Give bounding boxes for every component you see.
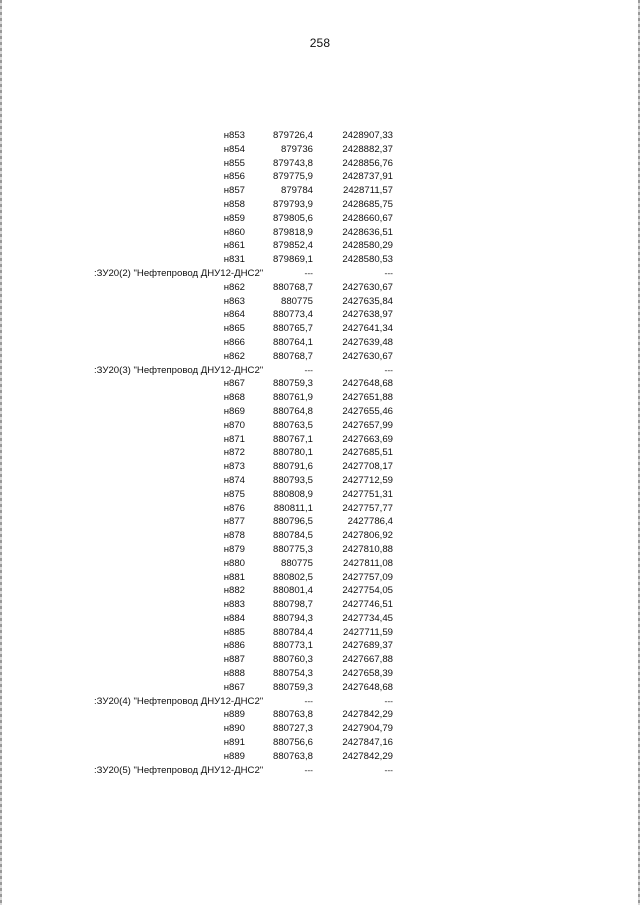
- table-row: [80, 198, 400, 212]
- y-coordinate: 2427655,46: [342, 405, 393, 417]
- y-coordinate: 2427630,67: [342, 350, 393, 362]
- y-coordinate: 2428737,91: [342, 171, 393, 183]
- y-coordinate: 2427847,16: [342, 737, 393, 749]
- table-row: [80, 474, 400, 488]
- point-id: н862: [223, 350, 245, 362]
- y-coordinate: 2427657,99: [342, 419, 393, 431]
- x-coordinate: 880780,1: [272, 447, 313, 459]
- point-id: н870: [223, 419, 245, 431]
- y-coordinate: ---: [384, 695, 393, 706]
- point-id: н871: [223, 433, 245, 445]
- x-coordinate: 879775,9: [272, 171, 313, 183]
- x-coordinate: 880765,7: [272, 323, 313, 335]
- point-id: н889: [223, 709, 245, 721]
- point-id: н865: [223, 323, 245, 335]
- scan-edge-left: [0, 0, 2, 905]
- table-row: [80, 419, 400, 433]
- x-coordinate: 879743,8: [272, 157, 313, 169]
- table-row: [80, 515, 400, 529]
- x-coordinate: 879869,1: [272, 254, 313, 266]
- table-row: [80, 322, 400, 336]
- x-coordinate: 880764,1: [272, 336, 313, 348]
- table-row: [80, 253, 400, 267]
- table-row: [80, 557, 400, 571]
- x-coordinate: 880768,7: [272, 350, 313, 362]
- table-row: [80, 667, 400, 681]
- table-row: [80, 129, 400, 143]
- point-id: н854: [223, 143, 245, 155]
- x-coordinate: 879805,6: [272, 212, 313, 224]
- y-coordinate: 2427842,29: [342, 709, 393, 721]
- y-coordinate: 2427746,51: [342, 599, 393, 611]
- y-coordinate: 2428660,67: [342, 212, 393, 224]
- point-id: н890: [223, 723, 245, 735]
- section-row: [80, 364, 400, 378]
- x-coordinate: 880756,6: [272, 737, 313, 749]
- table-row: [80, 433, 400, 447]
- x-coordinate: 880764,8: [272, 405, 313, 417]
- y-coordinate: 2427658,39: [342, 668, 393, 680]
- x-coordinate: 880784,4: [272, 626, 313, 638]
- y-coordinate: 2427641,34: [342, 323, 393, 335]
- point-id: н853: [223, 130, 245, 141]
- point-id: н886: [223, 640, 245, 652]
- y-coordinate: 2428580,29: [342, 240, 393, 252]
- section-row: [80, 695, 400, 709]
- table-row: [80, 239, 400, 253]
- point-id: н858: [223, 198, 245, 210]
- point-id: н888: [223, 668, 245, 680]
- y-coordinate: 2427663,69: [342, 433, 393, 445]
- y-coordinate: 2427754,05: [342, 585, 393, 597]
- y-coordinate: 2427711,59: [343, 626, 393, 638]
- point-id: н859: [223, 212, 245, 224]
- x-coordinate: 880761,9: [272, 392, 313, 404]
- x-coordinate: 880811,1: [273, 502, 313, 514]
- y-coordinate: 2427811,08: [343, 557, 393, 569]
- point-id: н857: [223, 185, 245, 197]
- section-label: :ЗУ20(3) "Нефтепровод ДНУ12-ДНС2": [94, 364, 264, 376]
- point-id: н869: [223, 405, 245, 417]
- table-row: [80, 543, 400, 557]
- point-id: н876: [223, 502, 245, 514]
- table-row: [80, 226, 400, 240]
- point-id: н879: [223, 543, 245, 555]
- section-row: [80, 267, 400, 281]
- point-id: н866: [223, 336, 245, 348]
- x-coordinate: 879726,4: [272, 130, 313, 141]
- table-row: [80, 460, 400, 474]
- point-id: н884: [223, 612, 245, 624]
- x-coordinate: 880763,8: [272, 750, 313, 762]
- point-id: н880: [223, 557, 245, 569]
- y-coordinate: ---: [384, 364, 393, 375]
- table-row: [80, 626, 400, 640]
- point-id: н891: [223, 737, 245, 749]
- table-row: [80, 212, 400, 226]
- point-id: н889: [223, 750, 245, 762]
- y-coordinate: 2428856,76: [342, 157, 393, 169]
- y-coordinate: 2427708,17: [342, 461, 393, 473]
- x-coordinate: ---: [304, 364, 313, 375]
- x-coordinate: 880784,5: [272, 530, 313, 542]
- table-row: [80, 529, 400, 543]
- table-row: [80, 157, 400, 171]
- point-id: н855: [223, 157, 245, 169]
- x-coordinate: 880763,5: [272, 419, 313, 431]
- point-id: н862: [223, 281, 245, 293]
- point-id: н856: [223, 171, 245, 183]
- point-id: н873: [223, 461, 245, 473]
- table-row: [80, 653, 400, 667]
- x-coordinate: 880773,1: [272, 640, 313, 652]
- table-row: [80, 446, 400, 460]
- y-coordinate: 2427651,88: [342, 392, 393, 404]
- section-label: :ЗУ20(5) "Нефтепровод ДНУ12-ДНС2": [94, 764, 264, 776]
- x-coordinate: 880794,3: [272, 612, 313, 624]
- table-row: [80, 391, 400, 405]
- x-coordinate: 880759,3: [272, 681, 313, 693]
- point-id: н864: [223, 309, 245, 321]
- x-coordinate: 880759,3: [272, 378, 313, 390]
- point-id: н887: [223, 654, 245, 666]
- table-row: [80, 405, 400, 419]
- x-coordinate: 879852,4: [272, 240, 313, 252]
- point-id: н883: [223, 599, 245, 611]
- table-row: [80, 295, 400, 309]
- table-row: [80, 750, 400, 764]
- y-coordinate: 2428580,53: [342, 254, 393, 266]
- y-coordinate: 2427648,68: [342, 378, 393, 390]
- x-coordinate: 880763,8: [272, 709, 313, 721]
- x-coordinate: 880775: [280, 295, 313, 307]
- table-row: [80, 143, 400, 157]
- y-coordinate: ---: [384, 764, 393, 775]
- x-coordinate: 880773,4: [272, 309, 313, 321]
- section-label: :ЗУ20(2) "Нефтепровод ДНУ12-ДНС2": [94, 267, 264, 279]
- coordinates-table: [80, 129, 400, 777]
- x-coordinate: 880802,5: [272, 571, 313, 583]
- y-coordinate: 2427638,97: [342, 309, 393, 321]
- x-coordinate: 880768,7: [272, 281, 313, 293]
- x-coordinate: ---: [304, 695, 313, 706]
- y-coordinate: 2427904,79: [342, 723, 393, 735]
- y-coordinate: 2427757,09: [342, 571, 393, 583]
- y-coordinate: 2427648,68: [342, 681, 393, 693]
- point-id: н868: [223, 392, 245, 404]
- y-coordinate: 2427712,59: [342, 474, 393, 486]
- point-id: н867: [223, 681, 245, 693]
- point-id: н863: [223, 295, 245, 307]
- table-row: [80, 584, 400, 598]
- section-label: :ЗУ20(4) "Нефтепровод ДНУ12-ДНС2": [94, 695, 264, 707]
- x-coordinate: 880760,3: [272, 654, 313, 666]
- point-id: н882: [223, 585, 245, 597]
- y-coordinate: 2427639,48: [342, 336, 393, 348]
- x-coordinate: 880775,3: [272, 543, 313, 555]
- point-id: н881: [223, 571, 245, 583]
- y-coordinate: 2427630,67: [342, 281, 393, 293]
- table-row: [80, 612, 400, 626]
- x-coordinate: 880775: [280, 557, 313, 569]
- table-row: [80, 708, 400, 722]
- y-coordinate: 2427734,45: [342, 612, 393, 624]
- table-row: [80, 350, 400, 364]
- table-row: [80, 681, 400, 695]
- point-id: н878: [223, 530, 245, 542]
- y-coordinate: 2428907,33: [342, 130, 393, 141]
- x-coordinate: 880727,3: [272, 723, 313, 735]
- table-row: [80, 184, 400, 198]
- table-row: [80, 571, 400, 585]
- point-id: н867: [223, 378, 245, 390]
- table-row: [80, 639, 400, 653]
- table-row: [80, 281, 400, 295]
- x-coordinate: 880754,3: [272, 668, 313, 680]
- y-coordinate: ---: [384, 267, 393, 278]
- y-coordinate: 2427806,92: [342, 530, 393, 542]
- x-coordinate: 880793,5: [272, 474, 313, 486]
- x-coordinate: 879736: [280, 143, 313, 155]
- x-coordinate: 880791,6: [272, 461, 313, 473]
- point-id: н831: [223, 254, 245, 266]
- y-coordinate: 2428711,57: [343, 185, 393, 197]
- y-coordinate: 2427667,88: [342, 654, 393, 666]
- table-row: [80, 598, 400, 612]
- x-coordinate: ---: [304, 764, 313, 775]
- table-row: [80, 170, 400, 184]
- table-row: [80, 336, 400, 350]
- x-coordinate: 879793,9: [272, 198, 313, 210]
- x-coordinate: 879818,9: [272, 226, 313, 238]
- point-id: н885: [223, 626, 245, 638]
- y-coordinate: 2427635,84: [342, 295, 393, 307]
- page-number: 258: [309, 36, 331, 50]
- table-row: [80, 377, 400, 391]
- y-coordinate: 2427842,29: [342, 750, 393, 762]
- point-id: н861: [223, 240, 245, 252]
- x-coordinate: 880801,4: [272, 585, 313, 597]
- point-id: н877: [223, 516, 245, 528]
- y-coordinate: 2427810,88: [342, 543, 393, 555]
- x-coordinate: 880767,1: [272, 433, 313, 445]
- y-coordinate: 2427689,37: [342, 640, 393, 652]
- y-coordinate: 2428685,75: [342, 198, 393, 210]
- point-id: н860: [223, 226, 245, 238]
- table-row: [80, 488, 400, 502]
- x-coordinate: ---: [304, 267, 313, 278]
- y-coordinate: 2427786,4: [347, 516, 393, 528]
- point-id: н874: [223, 474, 245, 486]
- y-coordinate: 2427685,51: [342, 447, 393, 459]
- y-coordinate: 2428636,51: [342, 226, 393, 238]
- point-id: н875: [223, 488, 245, 500]
- table-row: [80, 502, 400, 516]
- x-coordinate: 880798,7: [272, 599, 313, 611]
- x-coordinate: 880796,5: [272, 516, 313, 528]
- y-coordinate: 2427757,77: [342, 502, 393, 514]
- table-row: [80, 722, 400, 736]
- point-id: н872: [223, 447, 245, 459]
- table-row: [80, 308, 400, 322]
- table-row: [80, 736, 400, 750]
- x-coordinate: 879784: [280, 185, 313, 197]
- section-row: [80, 764, 400, 778]
- y-coordinate: 2428882,37: [342, 143, 393, 155]
- x-coordinate: 880808,9: [272, 488, 313, 500]
- y-coordinate: 2427751,31: [342, 488, 393, 500]
